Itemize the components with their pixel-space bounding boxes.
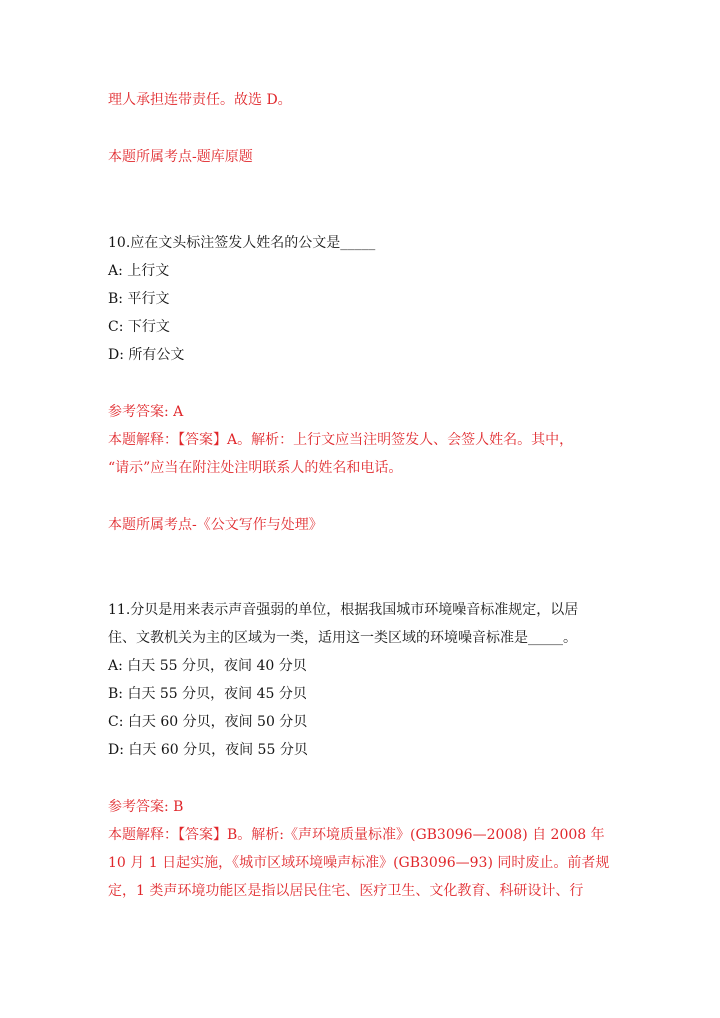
q11-explanation-line-3: 定，1 类声环境功能区是指以居民住宅、医疗卫生、文化教育、科研设计、行 (108, 883, 584, 899)
q10-topic: 本题所属考点-《公文写作与处理》 (108, 517, 323, 533)
q10-option-a: A: 上行文 (108, 263, 170, 279)
q10-question: 10.应在文头标注签发人姓名的公文是_____ (108, 235, 376, 251)
q11-explanation-line-2: 10 月 1 日起实施，《城市区域环境噪声标准》(GB3096—93) 同时废止。前者规 (108, 855, 610, 871)
q10-explanation-line-2: “请示”应当在附注处注明联系人的姓名和电话。 (108, 460, 403, 476)
q10-option-c: C: 下行文 (108, 319, 170, 335)
q11-option-d: D: 白天 60 分贝，夜间 55 分贝 (108, 742, 308, 758)
q11-option-a: A: 白天 55 分贝，夜间 40 分贝 (108, 658, 307, 674)
q11-option-b: B: 白天 55 分贝，夜间 45 分贝 (108, 686, 307, 702)
q10-explanation-line-1: 本题解释：【答案】A。解析：上行文应当注明签发人、会签人姓名。其中， (108, 432, 574, 448)
q10-option-b: B: 平行文 (108, 291, 170, 307)
q11-option-c: C: 白天 60 分贝，夜间 50 分贝 (108, 714, 308, 730)
q10-option-d: D: 所有公文 (108, 347, 185, 363)
q11-answer: 参考答案: B (108, 799, 184, 815)
q11-explanation-line-1: 本题解释：【答案】B。解析:《声环境质量标准》(GB3096—2008) 自 2008 年 (108, 827, 605, 843)
prev-answer-tail: 理人承担连带责任。故选 D。 (108, 92, 292, 108)
q11-question-line-2: 住、文教机关为主的区域为一类，适用这一类区域的环境噪音标准是_____。 (108, 630, 577, 646)
q10-answer: 参考答案: A (108, 404, 184, 420)
q11-question-line-1: 11.分贝是用来表示声音强弱的单位，根据我国城市环境噪音标准规定，以居 (108, 602, 579, 618)
prev-topic: 本题所属考点-题库原题 (108, 149, 253, 165)
